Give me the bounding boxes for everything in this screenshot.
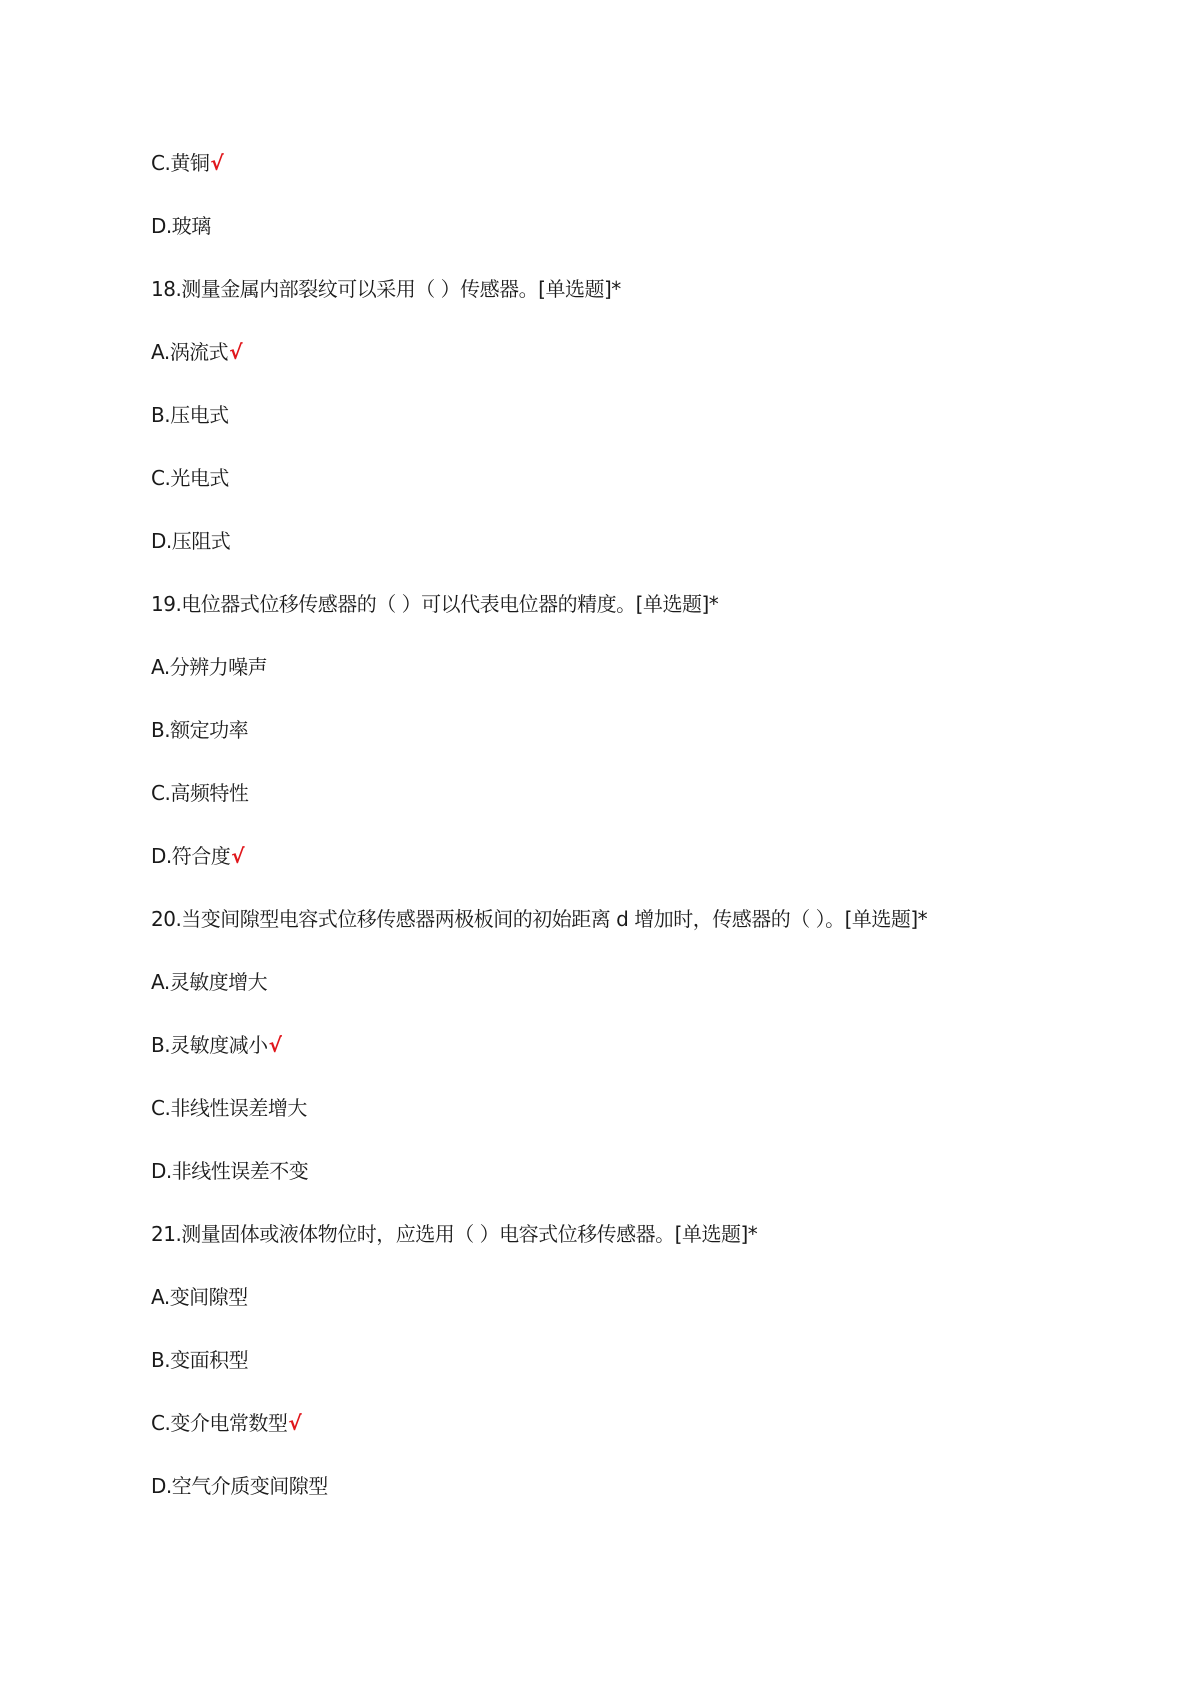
option-label: D.空气介质变间隙型 <box>151 1474 328 1498</box>
option-label: A.变间隙型 <box>151 1285 248 1309</box>
option-label: D.压阻式 <box>151 529 231 553</box>
question-text <box>151 590 1151 653</box>
option-label: C.黄铜 <box>151 151 210 175</box>
option-label: D.玻璃 <box>151 214 211 238</box>
option-label: C.光电式 <box>151 466 229 490</box>
question-label: 21.测量固体或液体物位时，应选用（ ）电容式位移传感器。[单选题]* <box>151 1222 758 1246</box>
correct-check-icon: √ <box>268 1033 282 1057</box>
option-label: D.非线性误差不变 <box>151 1159 309 1183</box>
question-label: 20.当变间隙型电容式位移传感器两极板间的初始距离 d 增加时，传感器的（ ）。[单选题]* <box>151 907 928 931</box>
question-label: 19.电位器式位移传感器的（ ）可以代表电位器的精度。[单选题]* <box>151 592 719 616</box>
answer-option <box>151 1472 1151 1535</box>
answer-option <box>151 1283 1151 1346</box>
answer-option <box>151 1409 1151 1472</box>
option-label: A.灵敏度增大 <box>151 970 268 994</box>
answer-option <box>151 1346 1151 1409</box>
correct-check-icon: √ <box>231 844 245 868</box>
question-text <box>151 275 1151 338</box>
option-label: D.符合度 <box>151 844 231 868</box>
answer-option <box>151 1157 1151 1220</box>
question-text <box>151 905 1151 968</box>
option-label: B.变面积型 <box>151 1348 249 1372</box>
correct-check-icon: √ <box>229 340 243 364</box>
option-label: B.灵敏度减小 <box>151 1033 268 1057</box>
option-label: C.非线性误差增大 <box>151 1096 307 1120</box>
answer-option <box>151 464 1151 527</box>
answer-option <box>151 338 1151 401</box>
quiz-document <box>151 149 1151 1535</box>
answer-option <box>151 212 1151 275</box>
answer-option <box>151 716 1151 779</box>
option-label: A.分辨力噪声 <box>151 655 268 679</box>
answer-option <box>151 779 1151 842</box>
correct-check-icon: √ <box>288 1411 302 1435</box>
option-label: B.压电式 <box>151 403 229 427</box>
question-text <box>151 1220 1151 1283</box>
answer-option <box>151 842 1151 905</box>
option-label: C.变介电常数型 <box>151 1411 288 1435</box>
answer-option <box>151 401 1151 464</box>
answer-option <box>151 1031 1151 1094</box>
option-label: A.涡流式 <box>151 340 229 364</box>
answer-option <box>151 527 1151 590</box>
option-label: C.高频特性 <box>151 781 249 805</box>
question-label: 18.测量金属内部裂纹可以采用（ ）传感器。[单选题]* <box>151 277 621 301</box>
option-label: B.额定功率 <box>151 718 249 742</box>
answer-option <box>151 149 1151 212</box>
answer-option <box>151 1094 1151 1157</box>
answer-option <box>151 968 1151 1031</box>
correct-check-icon: √ <box>210 151 224 175</box>
answer-option <box>151 653 1151 716</box>
